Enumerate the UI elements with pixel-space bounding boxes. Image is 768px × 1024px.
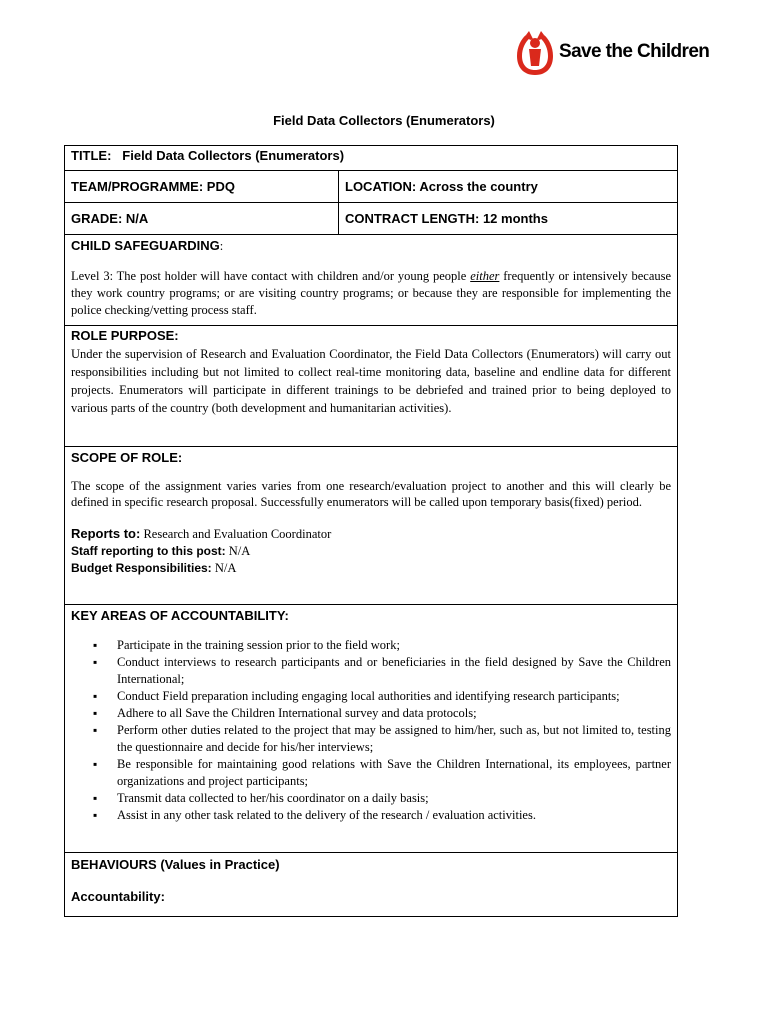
job-description-table: [64, 145, 678, 917]
grade-label: GRADE: [71, 211, 118, 226]
team-cell: [65, 171, 339, 203]
reports-to-value: Research and Evaluation Coordinator: [140, 527, 332, 541]
behaviours-cell: [65, 853, 678, 917]
child-safeguarding-cell: [65, 235, 678, 326]
behaviours-heading: BEHAVIOURS (Values in Practice): [71, 857, 280, 872]
child-safeguarding-text: [71, 268, 671, 319]
child-safeguarding-colon: :: [219, 239, 224, 253]
row-scope-of-role: [65, 447, 678, 605]
contract-value: 12 months: [482, 211, 548, 226]
document-title: Field Data Collectors (Enumerators): [273, 113, 495, 128]
staff-reporting-label: Staff reporting to this post:: [71, 544, 226, 558]
title-value: Field Data Collectors (Enumerators): [122, 148, 345, 163]
reports-to-line: [71, 525, 671, 543]
safeguarding-text-after: frequently or intensively because they work country programs; or are visiting country programs; or because they are responsible for implementing the police checking/vetting process staff.: [71, 269, 672, 317]
row-team-location: [65, 171, 678, 203]
row-role-purpose: [65, 326, 678, 447]
child-safeguarding-heading: CHILD SAFEGUARDING: [71, 238, 220, 253]
save-the-children-figure-icon: [515, 28, 555, 76]
budget-label: Budget Responsibilities:: [71, 561, 212, 575]
role-purpose-text: Under the supervision of Research and Evaluation Coordinator, the Field Data Collectors (Enumerators) will carry out responsibilities including but not limited to collect real-time monitoring data, baseline and endline data for different projects. Enumerators will participate in different trainings to be debriefed and trained prior to being deployed to various parts of the country (both development and humanitarian activities).: [71, 347, 671, 415]
safeguarding-emphasis: either: [470, 269, 500, 283]
location-value: Across the country: [419, 179, 538, 194]
row-key-areas: [65, 605, 678, 853]
team-label: TEAM/PROGRAMME:: [71, 179, 204, 194]
list-item: ▪ Be responsible for maintaining good relations with Save the Children International, its employees, partner organizations and project participants;: [117, 756, 671, 790]
list-item: ▪ Participate in the training session prior to the field work;: [117, 637, 671, 654]
staff-reporting-value: N/A: [225, 544, 251, 558]
role-purpose-cell: [65, 326, 678, 447]
team-value: PDQ: [206, 179, 235, 194]
key-areas-heading: KEY AREAS OF ACCOUNTABILITY:: [71, 608, 289, 623]
key-areas-cell: [65, 605, 678, 853]
budget-line: [71, 560, 671, 577]
title-cell: [65, 146, 678, 171]
title-label: TITLE:: [71, 148, 112, 163]
list-item: ▪ Perform other duties related to the project that may be assigned to him/her, such as, but not limited to, testing the questionnaire and decide for his/her interviews;: [117, 722, 671, 756]
accountability-subheading: Accountability:: [71, 889, 165, 904]
scope-heading: SCOPE OF ROLE:: [71, 450, 183, 465]
row-grade-contract: [65, 203, 678, 235]
logo-text: Save the Children: [559, 41, 710, 62]
scope-of-role-cell: [65, 447, 678, 605]
grade-cell: [65, 203, 339, 235]
budget-value: N/A: [211, 561, 237, 575]
location-cell: [339, 171, 678, 203]
row-child-safeguarding: [65, 235, 678, 326]
contract-label: CONTRACT LENGTH:: [345, 211, 480, 226]
scope-text: The scope of the assignment varies varies from one research/evaluation project to another and this will clearly be defined in specific research proposal. Successfully enumerators will be called upon temporary basis(fixed) period.: [71, 479, 671, 509]
list-item: ▪ Conduct Field preparation including engaging local authorities and identifying research participants;: [117, 688, 671, 705]
list-item: ▪ Transmit data collected to her/his coordinator on a daily basis;: [117, 790, 671, 807]
save-the-children-logo: [515, 28, 709, 76]
reports-to-label: Reports to:: [71, 526, 141, 541]
list-item: ▪ Conduct interviews to research participants and or beneficiaries in the field designed by Save the Children International;: [117, 654, 671, 688]
key-areas-list: [71, 637, 671, 824]
role-purpose-heading: ROLE PURPOSE:: [71, 328, 179, 343]
list-item: ▪ Adhere to all Save the Children International survey and data protocols;: [117, 705, 671, 722]
location-label: LOCATION:: [345, 179, 417, 194]
grade-value: : N/A: [117, 211, 149, 226]
list-item: ▪ Assist in any other task related to the delivery of the research / evaluation activities.: [117, 807, 671, 824]
contract-cell: [339, 203, 678, 235]
row-behaviours: [65, 853, 678, 917]
row-title: [65, 146, 678, 171]
staff-reporting-line: [71, 543, 671, 560]
safeguarding-text-before: Level 3: The post holder will have contact with children and/or young people: [71, 269, 467, 283]
